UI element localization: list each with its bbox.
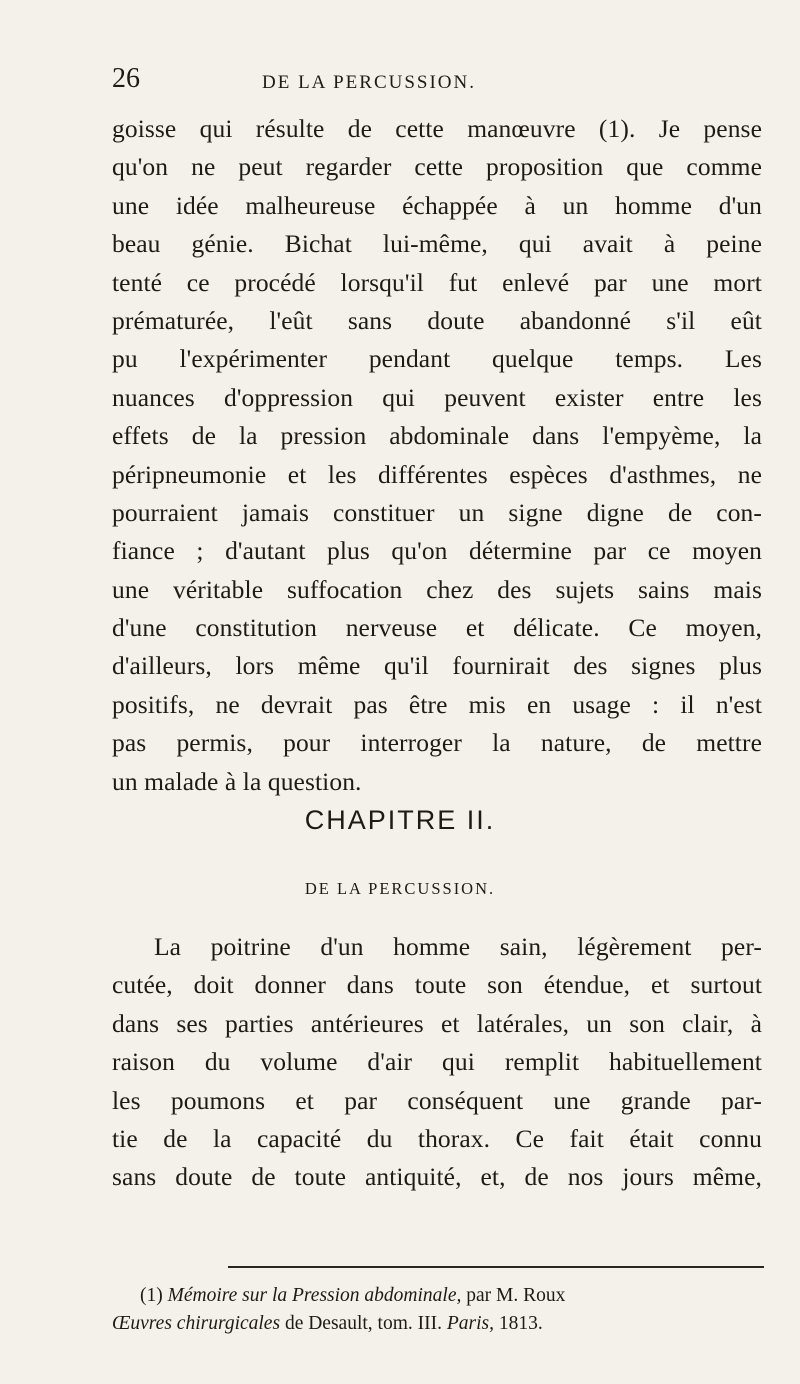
text-line: un malade à la question.	[112, 766, 362, 796]
text-line: tenté ce procédé lorsqu'il fut enlevé par une mort	[112, 267, 762, 297]
text-line: cutée, doit donner dans toute son étendue, et surtout	[112, 970, 762, 1000]
text-line: tie de la capacité du thorax. Ce fait était connu	[112, 1123, 762, 1153]
text-line: une idée malheureuse échappée à un homme d'un	[112, 190, 762, 220]
running-header	[112, 64, 712, 100]
running-title: DE LA PERCUSSION.	[262, 72, 476, 93]
text-line: d'une constitution nerveuse et délicate. Ce moyen,	[112, 613, 762, 643]
footnote-line	[112, 1282, 762, 1310]
text-line: péripneumonie et les différentes espèces d'asthmes, ne	[112, 459, 762, 489]
text-line: effets de la pression abdominale dans l'empyème, la	[112, 421, 762, 451]
text-line: beau génie. Bichat lui-même, qui avait à peine	[112, 229, 762, 259]
text-line: prématurée, l'eût sans doute abandonné s'il eût	[112, 305, 762, 335]
text-line: dans ses parties antérieures et latérales, un son clair, à	[112, 1008, 762, 1038]
text-line: qu'on ne peut regarder cette proposition que comme	[112, 152, 762, 182]
text-line: raison du volume d'air qui remplit habituellement	[112, 1047, 762, 1077]
text-line: goisse qui résulte de cette manœuvre (1). Je pense	[112, 114, 762, 143]
footnote-work-title: Mémoire sur la Pression abdominale,	[167, 1285, 462, 1306]
text-line: positifs, ne devrait pas être mis en usage : il n'est	[112, 689, 762, 719]
footnote	[112, 1282, 762, 1338]
paragraph-1	[112, 110, 762, 801]
text-line: La poitrine d'un homme sain, légèrement per-	[154, 932, 762, 961]
chapter-subtitle: DE LA PERCUSSION.	[304, 879, 496, 898]
text-line: sans doute de toute antiquité, et, de nos jours même,	[112, 1162, 762, 1192]
text-line: d'ailleurs, lors même qu'il fournirait des signes plus	[112, 651, 762, 681]
text-line: fiance ; d'autant plus qu'on détermine par ce moyen	[112, 536, 762, 566]
paragraph-2	[112, 928, 762, 1197]
footnote-marker: (1)	[140, 1285, 163, 1306]
text-line: pourraient jamais constituer un signe digne de con-	[112, 497, 762, 527]
footnote-place: Paris,	[446, 1313, 494, 1334]
footnote-year: 1813.	[498, 1313, 543, 1334]
text-line: une véritable suffocation chez des sujets sains mais	[112, 574, 762, 604]
footnote-author: par M. Roux	[466, 1285, 566, 1306]
page-number: 26	[112, 63, 140, 94]
text-line: nuances d'oppression qui peuvent exister entre les	[112, 382, 762, 412]
footnote-line	[112, 1310, 762, 1338]
footnote-citation: de Desault, tom. III.	[284, 1313, 442, 1334]
text-line: les poumons et par conséquent une grande par-	[112, 1085, 762, 1115]
chapter-title: CHAPITRE II.	[304, 805, 496, 835]
text-line: pu l'expérimenter pendant quelque temps. Les	[112, 344, 762, 374]
text-line: pas permis, pour interroger la nature, de mettre	[112, 728, 762, 758]
footnote-divider	[228, 1266, 764, 1268]
footnote-work-title-2: Œuvres chirurgicales	[112, 1313, 281, 1334]
